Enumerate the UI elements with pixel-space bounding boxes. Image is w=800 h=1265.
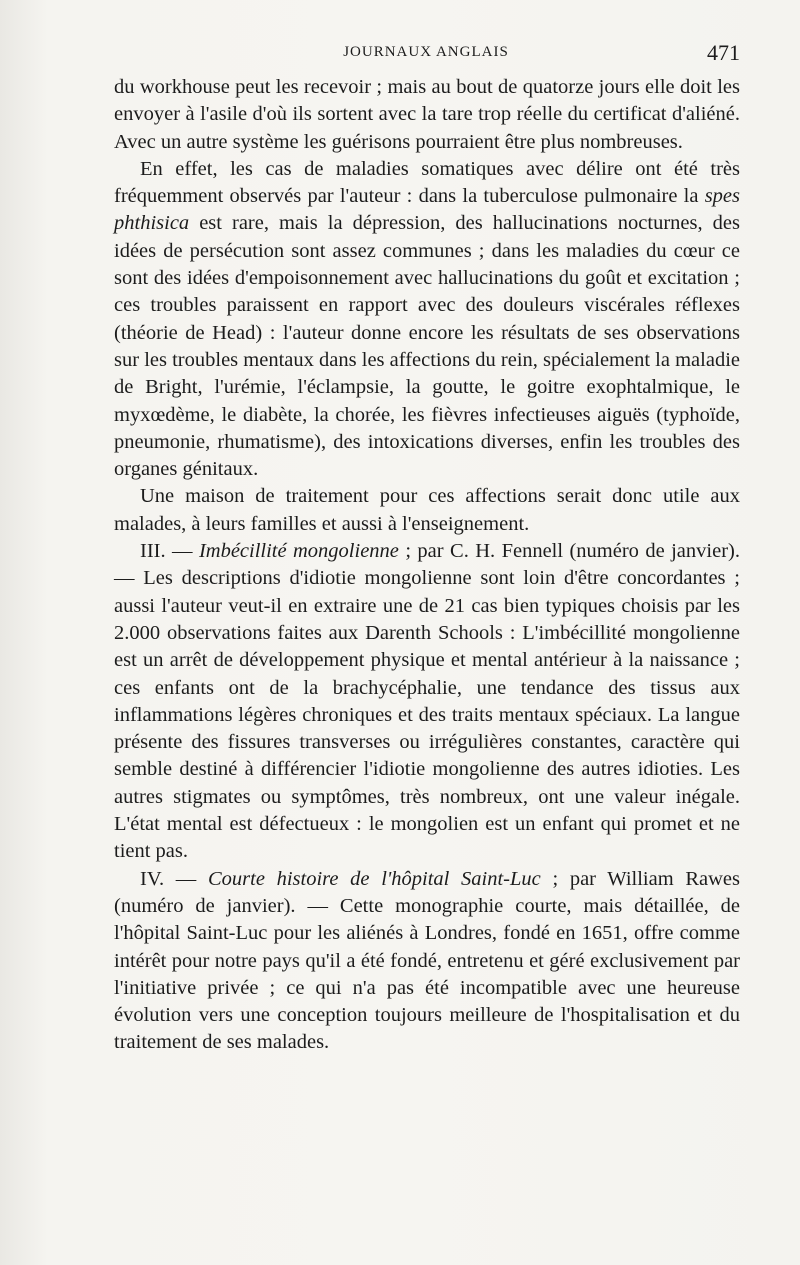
paragraph-continuation [114, 74, 740, 156]
paragraph-treatment-house [114, 483, 740, 538]
body-text [114, 74, 740, 1057]
paragraph-section-iii [114, 538, 740, 866]
paragraph-text: Une maison de traitement pour ces affections serait donc utile aux malades, à leurs familles et aussi à l'enseignement. [114, 485, 740, 535]
section-title: Imbécillité mongolienne [198, 540, 399, 563]
section-lead: IV. — [140, 867, 208, 890]
running-title: JOURNAUX ANGLAIS [343, 44, 509, 60]
paragraph-text-after: est rare, mais la dépression, des hallucinations nocturnes, des idées de persécution sont assez communes ; dans les maladies du cœur ce sont des idées d'empoisonnement avec hallucinations du goût et excitation ; ces troubles paraissent en rapport avec des douleurs viscérales réflexes (théorie de Head) : l'auteur donne encore les résultats de ses observations sur les troubles mentaux dans les affections du rein, spécialement la maladie de Bright, l'urémie, l'éclampsie, la goutte, le goitre exophtalmique, le myxœdème, le diabète, la chorée, les fièvres infectieuses aiguës (typhoïde, pneumonie, rhumatisme), des intoxications diverses, enfin les troubles des organes génitaux. [114, 212, 740, 481]
section-title: Courte histoire de l'hôpital Saint-Luc [207, 867, 541, 890]
paragraph-section-iv [114, 866, 740, 1057]
page-number: 471 [707, 40, 740, 65]
paragraph-text: du workhouse peut les recevoir ; mais au bout de quatorze jours elle doit les envoyer à l'asile d'où ils sortent avec la tare trop réelle du certificat d'aliéné. Avec un autre système les guérisons pourraient être plus nombreuses. [114, 76, 740, 153]
running-header [112, 38, 740, 68]
paragraph-somatic-diseases [114, 156, 740, 484]
section-lead: III. — [140, 540, 199, 563]
paragraph-text: En effet, les cas de maladies somatiques avec délire ont été très fréquemment observés par l'auteur : dans la tuberculose pulmonaire la [114, 157, 740, 208]
paragraph-text-after: ; par William Rawes (numéro de janvier). — Cette monographie courte, mais détaillée, de l'hôpital Saint-Luc pour les aliénés à Londres, fondé en 1651, offre comme intérêt pour notre pays qu'il a été fondé, entretenu et géré exclusivement par l'initiative privée ; ce qui n'a pas été incompatible avec une heureuse évolution vers une conception toujours meilleure de l'hospitalisation et du traitement de ses malades. [114, 867, 740, 1054]
italic-term: spes phthisica [114, 185, 740, 235]
paragraph-text-after: ; par C. H. Fennell (numéro de janvier). — Les descriptions d'idiotie mongolienne sont loin d'être concordantes ; aussi l'auteur veut-il en extraire une de 21 cas bien typiques choisis par les 2.000 observations faites aux Darenth Schools : L'imbécillité mongolienne est un arrêt de développement physique et mental antérieur à la naissance ; ces enfants ont de la brachycéphalie, une tendance des tissus aux inflammations légères chroniques et des traits mentaux spéciaux. La langue présente des fissures transverses ou irrégulières constantes, caractère qui semble destiné à différencier l'idiotie mongolienne des autres idioties. Les autres stigmates ou symptômes, très nombreux, ont une valeur inégale. L'état mental est défectueux : le mongolien est un enfant qui promet et ne tient pas. [114, 540, 740, 863]
